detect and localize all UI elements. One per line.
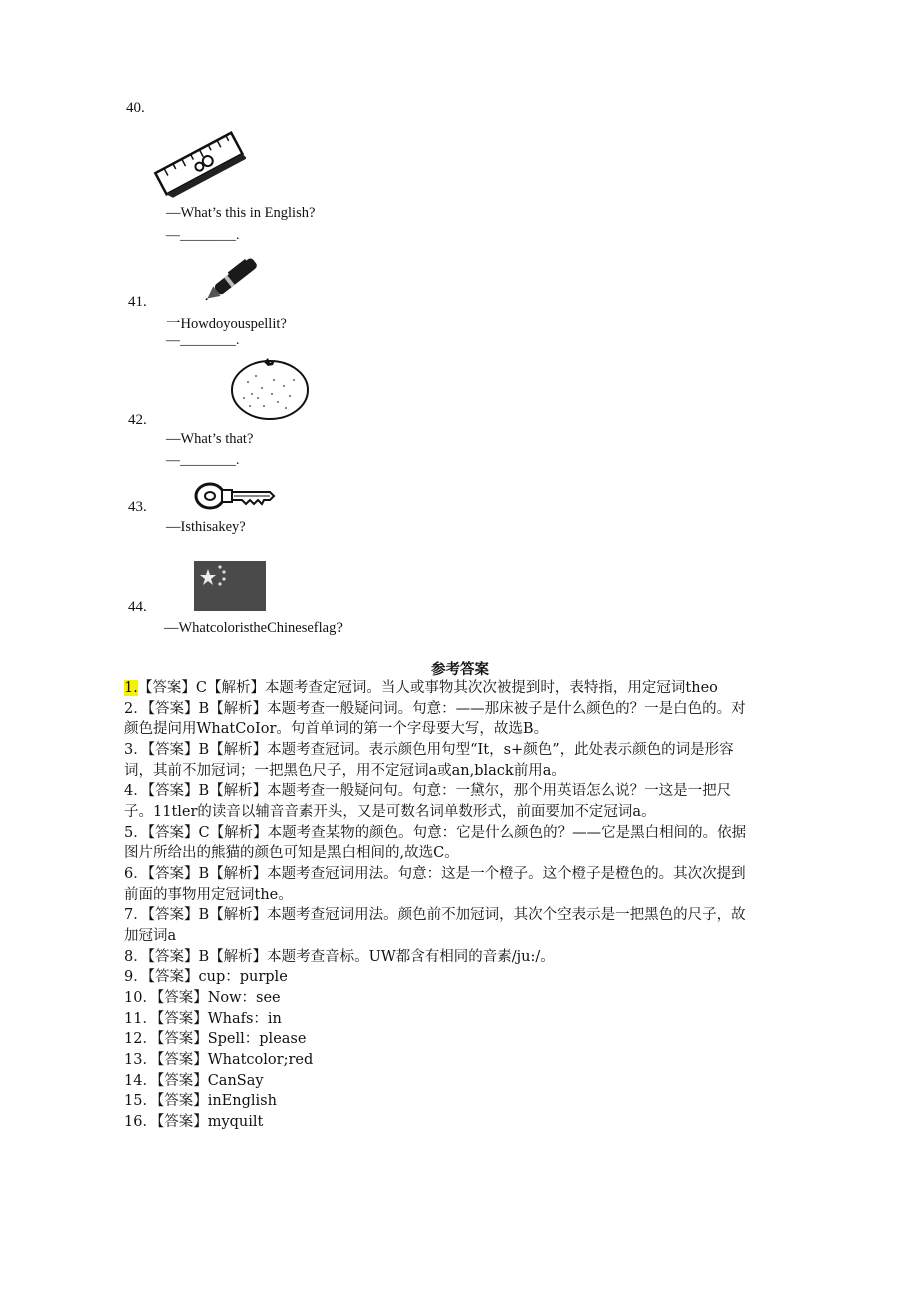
question-44-number: 44. xyxy=(128,599,147,615)
answer-text: ．【答案】Whafs：in xyxy=(142,1011,282,1027)
orange-picture xyxy=(228,354,312,422)
question-42-blank: —________. xyxy=(166,453,240,468)
answer-text: ．【答案】B【解析】本题考查冠词用法。句意：这是一个橙子。这个橙子是橙色的。其次次提到 xyxy=(133,866,746,882)
answer-line xyxy=(124,699,746,720)
answer-number: 3 xyxy=(124,742,134,758)
answer-line xyxy=(124,926,176,947)
question-40-number: 40. xyxy=(126,100,145,116)
answer-text: ．【答案】inEnglish xyxy=(142,1093,277,1109)
answer-number: 9 xyxy=(124,969,134,985)
answer-text: 图片所给出的熊猫的颜色可知是黑白相间的,故选C。 xyxy=(124,845,459,861)
answer-line xyxy=(124,761,566,782)
answer-number: 8 xyxy=(124,949,134,965)
answer-text: ．【答案】B【解析】本题考查一般疑问句。句意：一黛尔，那个用英语怎么说？一这是一把尺 xyxy=(133,783,732,799)
answer-text: ．【答案】C【解析】本题考查某物的颜色。句意：它是什么颜色的？——它是黑白相间的。依据 xyxy=(133,825,747,841)
answer-number: 6 xyxy=(124,866,134,882)
question-42-number: 42. xyxy=(128,412,147,428)
answer-number: 12 xyxy=(124,1031,143,1047)
answer-text: 加冠词a xyxy=(124,928,177,944)
answer-text: ．【答案】Now：see xyxy=(142,990,281,1006)
question-40-blank: —________. xyxy=(166,228,240,243)
answer-line xyxy=(124,802,656,823)
answer-line xyxy=(124,843,459,864)
answer-number: 5 xyxy=(124,825,134,841)
answer-line xyxy=(124,885,293,906)
question-41-number: 41. xyxy=(128,294,147,310)
answer-line xyxy=(124,967,288,988)
answer-number: 11 xyxy=(124,1011,143,1027)
answer-text: ．【答案】Spell：please xyxy=(142,1031,307,1047)
answer-number: 2 xyxy=(124,701,134,717)
answer-line xyxy=(124,740,734,761)
question-43-prompt: —Isthisakey? xyxy=(166,519,246,535)
answer-text: 子。11tler的读音以辅音音素开头，又是可数名词单数形式，前面要加不定冠词a。 xyxy=(124,804,656,820)
answer-line xyxy=(124,781,731,802)
answer-line xyxy=(124,1009,282,1030)
answer-text: ．【答案】myquilt xyxy=(142,1114,264,1130)
answer-text: 颜色提问用WhatCoIor。句首单词的第一个字母要大写，故选B。 xyxy=(124,721,549,737)
answer-line xyxy=(124,988,281,1009)
answer-line xyxy=(124,1091,277,1112)
answer-text: ．【答案】CanSay xyxy=(142,1073,264,1089)
chinese-flag-picture xyxy=(194,561,266,611)
answer-line xyxy=(124,823,746,844)
answer-text: ．【答案】B【解析】本题考查音标。UW都含有相同的音素/ju:/。 xyxy=(133,949,555,965)
question-40-prompt: —What’s this in English? xyxy=(166,205,316,221)
answer-number: 14 xyxy=(124,1073,143,1089)
answer-text: 【答案】C【解析】本题考查定冠词。当人或事物其次次被提到时，表特指，用定冠词theo xyxy=(137,680,718,696)
key-picture xyxy=(192,472,278,516)
answer-number: 4 xyxy=(124,783,134,799)
answer-text: 词，其前不加冠词；一把黑色尺子，用不定冠词a或an,black前用a。 xyxy=(124,763,566,779)
answer-line xyxy=(124,678,718,699)
answer-text: 前面的事物用定冠词the。 xyxy=(124,887,293,903)
answer-line xyxy=(124,864,746,885)
question-44-prompt: —WhatcoloristheChineseflag? xyxy=(164,620,343,636)
question-42-prompt: —What’s that? xyxy=(166,431,254,447)
answer-line xyxy=(124,1050,313,1071)
question-41-blank: —________. xyxy=(166,333,240,348)
answer-line xyxy=(124,1029,306,1050)
answer-line xyxy=(124,947,555,968)
answer-text: ．【答案】cup：purple xyxy=(133,969,288,985)
answer-section-title: 参考答案 xyxy=(431,662,489,678)
answer-number: 7 xyxy=(124,907,134,923)
answer-line xyxy=(124,719,548,740)
pen-picture xyxy=(198,252,272,302)
answer-text: ．【答案】B【解析】本题考查一般疑问词。句意：——那床被子是什么颜色的？一是白色的。对 xyxy=(133,701,746,717)
answer-number: 15 xyxy=(124,1093,143,1109)
answer-line xyxy=(124,1112,263,1133)
answer-number: 1. xyxy=(124,680,138,696)
answer-text: ．【答案】Whatcolor;red xyxy=(142,1052,314,1068)
answer-text: ．【答案】B【解析】本题考查冠词用法。颜色前不加冠词，其次个空表示是一把黑色的尺子，故 xyxy=(133,907,746,923)
answer-number: 10 xyxy=(124,990,143,1006)
answer-line xyxy=(124,905,746,926)
answer-number: 13 xyxy=(124,1052,143,1068)
question-41-prompt: 一Howdoyouspellit? xyxy=(166,316,287,332)
question-43-number: 43. xyxy=(128,499,147,515)
answer-text: ．【答案】B【解析】本题考查冠词。表示颜色用句型“It，s+颜色”，此处表示颜色的词是形容 xyxy=(133,742,734,758)
answer-line xyxy=(124,1071,264,1092)
ruler-picture xyxy=(150,124,246,202)
answer-number: 16 xyxy=(124,1114,143,1130)
